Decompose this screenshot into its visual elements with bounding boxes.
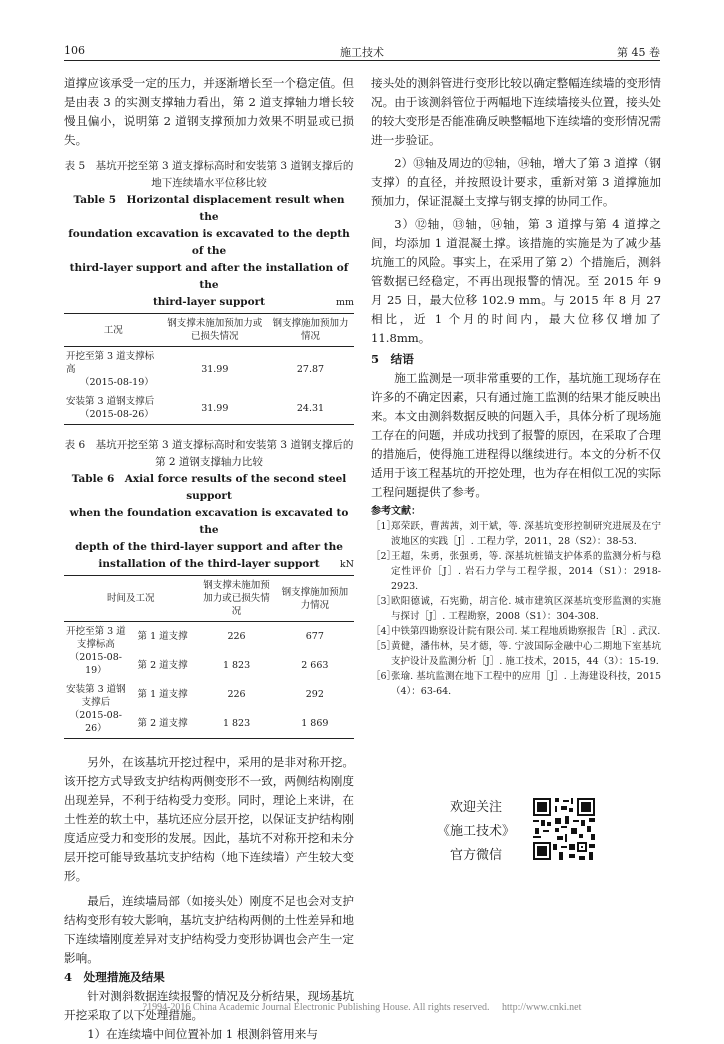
- table6-cell: 292: [305, 688, 324, 700]
- table5-header: 钢支撑未施加预加力或已损失情况: [163, 314, 267, 347]
- row-label-text: 开挖至第 3 道支撑标高: [66, 351, 155, 375]
- table6-caption-en-3: depth of the third-layer support and after the: [75, 541, 343, 553]
- references-title: 参考文献：: [371, 506, 421, 517]
- table-row: [64, 347, 354, 393]
- row-date: （2015-08-26）: [80, 409, 154, 420]
- table5-caption-en-2: foundation excavation is excavated to the depth of the: [68, 228, 350, 257]
- table6: [64, 575, 354, 739]
- volume-label: 第 45 卷: [617, 46, 660, 59]
- table6-caption-en-4: installation of the third-layer support: [98, 558, 320, 570]
- qr-code-icon: [531, 796, 597, 862]
- paragraph-measure-3: 3）⑫轴，⑬轴，⑭轴，第 3 道撑与第 4 道撑之间，均添加 1 道混凝土撑。该措施的实施是为了减少基坑施工的风险。事实上，在采用了第 2）个措施后，测斜管数据已经稳定，不再出现报警的情况。至 2015 年 9 月 25 日，最大位移 102.9 mm。与 2015 年 8 月 27 相比，近 1 个月的时间内，最大位移仅增加了 11.8mm。: [371, 217, 661, 345]
- table6-block: [64, 437, 354, 739]
- table6-cell: 226: [227, 631, 246, 643]
- reference-item: [371, 669, 661, 699]
- left-column: [64, 74, 354, 1044]
- section-5-title: 5 结语: [371, 352, 414, 366]
- paragraph-measures-intro: 针对测斜数据连续报警的情况及分析结果，现场基坑开挖采取了以下处理措施。: [64, 989, 354, 1022]
- table6-header: 钢支撑施加预加力情况: [276, 576, 354, 622]
- section-4-title: 4 处理措施及结果: [64, 970, 165, 984]
- header-rule: [64, 60, 660, 61]
- paragraph-top: 道撑应该承受一定的压力，并逐渐增长至一个稳定值。但是由表 3 的实测支撑轴力看出，第 2 道支撑轴力增长较慢且偏小，说明第 2 道钢支撑预加力效果不明显或已损失。: [64, 76, 354, 147]
- reference-number: ［6］: [371, 671, 397, 682]
- reference-number: ［5］: [371, 641, 397, 652]
- paragraph-measure-1: 1）在连续墙中间位置补加 1 根测斜管用来与: [87, 1027, 318, 1041]
- reference-text: 张瑜. 基坑监测在地下工程中的应用［J］. 上海建设科技，2015（4）：63-64.: [391, 671, 661, 697]
- row-date: （2015-08-19）: [80, 377, 154, 388]
- paragraph-asymmetric: 另外，在该基坑开挖过程中，采用的是非对称开挖。该开挖方式导致支护结构两侧变形不一致，两侧结构刚度出现差异，不利于结构受力变形。同时，理论上来讲，在土性差的软土中，基坑还应分层开挖，以保证支护结构刚度适应受力和变形的发展。因此，基坑不对称开挖和未分层开挖可能导致基坑支护结构（地下连续墙）产生较大变形。: [64, 755, 354, 883]
- group-date: （2015-08-26）: [69, 710, 122, 734]
- reference-text: 黄健，潘伟林，吴才德，等. 宁波国际金融中心二期地下室基坑支护设计及监测分析［J］. 施工技术，2015，44（3）：15-19.: [391, 641, 661, 667]
- reference-text: 中铁第四勘察设计院有限公司. 某工程地质勘察报告［R］. 武汉.: [391, 626, 661, 637]
- paragraph-measure-1-cont: 接头处的测斜管进行变形比较以确定整幅连续墙的变形情况。由于该测斜管位于两幅地下连续墙接头位置，接头处的较大变形是否能准确反映整幅地下连续墙的变形情况需进一步验证。: [371, 76, 661, 147]
- table5-caption-en-4-line: [64, 294, 354, 311]
- table6-support-name: 第 2 道支撑: [137, 660, 188, 672]
- paragraph-conclusion: 施工监测是一项非常重要的工作，基坑施工现场存在许多的不确定因素，只有通过施工监测的结果才能反映出来。本文由测斜数据反映的问题入手，具体分析了现场施工存在的问题，并成功找到了报警的原因，在采取了合理的措施后，使得施工进程得以继续进行。本文的分析不仅适用于该工程基坑的开挖处理，也为存在相似工况的实际工程问题提供了参考。: [371, 371, 661, 499]
- table5-cell: 31.99: [163, 392, 267, 425]
- wechat-promo: [428, 796, 524, 868]
- table5-cell: 31.99: [201, 364, 229, 375]
- table5: [64, 313, 354, 425]
- reference-item: [371, 594, 661, 624]
- reference-text: 郑荣跃，曹茜茜，刘干斌，等. 深基坑变形控制研究进展及在宁波地区的实践［J］. 工程力学，2011，28（S2）：38-53.: [391, 521, 661, 547]
- reference-item: [371, 519, 661, 549]
- table5-caption-en-4: third-layer support: [152, 296, 266, 308]
- table-row: [64, 392, 354, 425]
- table6-support-name: 第 1 道支撑: [137, 631, 188, 643]
- paragraph-measure-2: 2）⑬轴及周边的⑫轴，⑭轴，增大了第 3 道撑（钢支撑）的直径，并按照设计要求，重新对第 3 道撑施加预加力，保证混凝土支撑与钢支撑的协同工作。: [371, 156, 661, 208]
- table6-cell: 677: [305, 631, 324, 643]
- reference-number: ［4］: [371, 626, 397, 637]
- reference-item: [371, 624, 661, 639]
- table5-unit: mm: [335, 297, 354, 308]
- table6-cell: 1 869: [276, 709, 354, 739]
- table6-support-name: 第 2 道支撑: [128, 709, 198, 739]
- table6-support-name: 第 1 道支撑: [137, 688, 188, 700]
- row-label-text: 安装第 3 道钢支撑后: [66, 396, 155, 407]
- table6-cell: 2 663: [301, 660, 329, 672]
- table6-group-label: [64, 622, 128, 681]
- group-date: （2015-08-19）: [69, 652, 122, 676]
- table5-row-label: [64, 347, 163, 393]
- table-row: [64, 622, 354, 652]
- group-label-text: 开挖至第 3 道支撑标高: [66, 626, 126, 650]
- promo-line-2: 《施工技术》: [436, 824, 515, 839]
- promo-line-3: 官方微信: [449, 848, 502, 863]
- reference-number: ［1］: [371, 521, 397, 532]
- table5-cell: 27.87: [296, 364, 325, 375]
- table6-cell: 1 823: [197, 709, 275, 739]
- table6-caption-en-1: Table 6 Axial force results of the second steel support: [71, 473, 347, 502]
- table6-unit: kN: [339, 559, 354, 570]
- table6-header-row: [64, 576, 354, 622]
- table-row: [64, 680, 354, 709]
- table5-header: 钢支撑施加预加力情况: [267, 314, 354, 347]
- footer-copyright: ?1994-2016 China Academic Journal Electronic Publishing House. All rights reserved. http://www.cnki.net: [142, 1002, 582, 1013]
- table5-header: 工况: [64, 314, 163, 347]
- table6-caption-en-4-line: [64, 556, 354, 573]
- table5-caption-en-1: Table 5 Horizontal displacement result when the: [73, 194, 345, 223]
- table5-cell: 24.31: [267, 392, 354, 425]
- reference-item: [371, 639, 661, 669]
- reference-number: ［3］: [371, 596, 397, 607]
- table6-header: 时间及工况: [64, 576, 197, 622]
- reference-list: [371, 519, 661, 699]
- reference-text: 欧阳德诚，石宪勤，胡言伦. 城市建筑区深基坑变形监测的实施与探讨［J］. 工程勘察，2008（S1）：304-308.: [391, 596, 661, 622]
- journal-title: 施工技术: [340, 46, 384, 59]
- reference-text: 王超，朱勇，张强勇，等. 深基坑桩锚支护体系的监测分析与稳定性评价［J］. 岩石力学与工程学报，2014（S1）：2918-2923.: [391, 551, 661, 592]
- table6-cell: 226: [227, 688, 246, 700]
- table5-row-label: [64, 392, 163, 425]
- table6-caption-cn: 表 6 基坑开挖至第 3 道支撑标高时和安装第 3 道钢支撑后的第 2 道钢支撑轴力比较: [64, 439, 354, 468]
- table6-header: 钢支撑未施加预加力或已损失情况: [197, 576, 275, 622]
- table5-caption-en-3: third-layer support and after the installation of the: [69, 262, 349, 291]
- group-label-text: 安装第 3 道钢支撑后: [66, 684, 126, 708]
- table6-cell: 1 823: [222, 660, 251, 672]
- table6-caption-en-2: when the foundation excavation is excavated to the: [69, 507, 349, 536]
- reference-number: ［2］: [371, 551, 397, 562]
- paragraph-stiffness: 最后，连续墙局部（如接头处）刚度不足也会对支护结构变形有较大影响，基坑支护结构两侧的土性差异和地下连续墙刚度差异对支护结构受力变形协调也会产生一定影响。: [64, 894, 354, 965]
- table5-header-row: [64, 314, 354, 347]
- table5-caption-cn: 表 5 基坑开挖至第 3 道支撑标高时和安装第 3 道钢支撑后的地下连续墙水平位移比较: [64, 160, 354, 189]
- promo-line-1: 欢迎关注: [449, 800, 502, 815]
- page-number: 106: [64, 44, 85, 57]
- table5-block: [64, 158, 354, 425]
- reference-item: [371, 549, 661, 594]
- table6-group-label: [64, 680, 128, 739]
- right-column: [371, 74, 661, 699]
